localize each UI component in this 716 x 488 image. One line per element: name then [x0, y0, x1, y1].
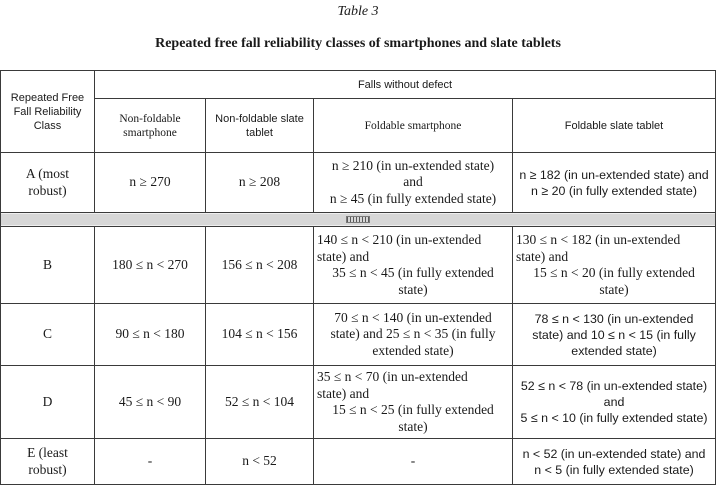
cell-line: state) [599, 281, 629, 297]
cell-line: 45 ≤ n < 90 [118, 393, 182, 409]
cell-line: - [410, 453, 416, 469]
cell-line: 140 ≤ n < 210 (in un-extended [317, 232, 482, 247]
page-break-strip [1, 213, 716, 227]
cell-foldable-smartphone [314, 304, 513, 366]
cell-line: state) and 25 ≤ n < 35 (in fully [330, 326, 496, 342]
cell-line: state) and 10 ≤ n < 15 (in fully [532, 327, 696, 342]
cell-line: D [42, 393, 53, 409]
cell-line: robust) [28, 461, 67, 477]
cell-non-foldable-slate-tablet [206, 304, 314, 366]
cell-line: state) and [516, 248, 569, 264]
cell-line: 15 ≤ n < 25 (in fully extended [332, 402, 494, 417]
table-row-class-a [1, 153, 716, 213]
cell-line: E (least [27, 445, 68, 460]
cell-reliability-class [1, 366, 95, 439]
cell-foldable-smartphone [314, 227, 513, 304]
table-row-class-d [1, 366, 716, 439]
cell-line: state) [398, 418, 428, 434]
cell-foldable-slate-tablet [513, 304, 716, 366]
page-break-marker-icon [346, 216, 370, 223]
cell-line: n ≥ 20 (in fully extended state) [531, 183, 697, 198]
header-line: Non-foldable slate [215, 112, 304, 125]
cell-foldable-slate-tablet [513, 366, 716, 439]
cell-line: 180 ≤ n < 270 [112, 256, 188, 272]
header-foldable-smartphone [314, 99, 513, 153]
cell-reliability-class [1, 439, 95, 485]
cell-line: 52 ≤ n < 104 [224, 393, 295, 409]
cell-line: 130 ≤ n < 182 (in un-extended [516, 232, 681, 247]
table-row-class-e [1, 439, 716, 485]
cell-foldable-smartphone [314, 439, 513, 485]
cell-foldable-slate-tablet [513, 439, 716, 485]
cell-line: 156 ≤ n < 208 [221, 256, 298, 272]
cell-line: A (most [25, 166, 70, 181]
cell-line: n < 52 [242, 453, 277, 469]
cell-line: n ≥ 182 (in un-extended state) and [519, 167, 709, 182]
cell-line: 70 ≤ n < 140 (in un-extended [334, 309, 492, 325]
table-title: Repeated free fall reliability classes of smartphones and slate tablets [155, 36, 561, 51]
cell-line: n ≥ 270 [129, 174, 171, 190]
cell-foldable-slate-tablet [513, 227, 716, 304]
page-break-row [1, 213, 716, 227]
cell-foldable-smartphone [314, 366, 513, 439]
table-number: Table 3 [337, 4, 379, 19]
header-falls-without-defect: Falls without defect [95, 71, 716, 99]
header-row-columns [1, 99, 716, 153]
cell-non-foldable-smartphone [95, 439, 206, 485]
cell-line: state) and [317, 385, 370, 401]
header-line: smartphone [123, 126, 177, 139]
cell-line: and [403, 174, 423, 190]
cell-line: 35 ≤ n < 45 (in fully extended [332, 265, 494, 280]
cell-line: 15 ≤ n < 20 (in fully extended [533, 265, 695, 280]
cell-line: 104 ≤ n < 156 [221, 326, 298, 342]
table-row-class-c [1, 304, 716, 366]
cell-non-foldable-slate-tablet [206, 439, 314, 485]
cell-line: C [42, 326, 52, 342]
cell-foldable-slate-tablet [513, 153, 716, 213]
cell-line: n < 52 (in un-extended state) and [522, 446, 706, 461]
cell-line: extended state) [372, 342, 454, 358]
cell-non-foldable-slate-tablet [206, 366, 314, 439]
cell-line: n ≥ 210 (in un-extended state) [331, 157, 495, 173]
cell-line: 35 ≤ n < 70 (in un-extended [317, 369, 468, 384]
cell-foldable-smartphone [314, 153, 513, 213]
cell-line: robust) [28, 182, 67, 198]
cell-non-foldable-smartphone [95, 153, 206, 213]
cell-line: 78 ≤ n < 130 (in un-extended [534, 311, 694, 326]
cell-line: and [603, 395, 625, 409]
reliability-class-table [0, 70, 716, 485]
header-line: Class [33, 119, 62, 132]
cell-line: n ≥ 208 [238, 174, 281, 190]
cell-line: 90 ≤ n < 180 [115, 326, 185, 342]
header-row-group [1, 71, 716, 99]
cell-non-foldable-smartphone [95, 366, 206, 439]
header-reliability-class [1, 71, 95, 153]
header-non-foldable-smartphone [95, 99, 206, 153]
cell-line: extended state) [571, 343, 657, 358]
header-foldable-slate-tablet [513, 99, 716, 153]
header-line: Foldable slate tablet [564, 119, 664, 132]
cell-non-foldable-slate-tablet [206, 153, 314, 213]
header-line: Non-foldable [119, 112, 181, 125]
cell-reliability-class [1, 304, 95, 366]
cell-line: 5 ≤ n < 10 (in fully extended state) [520, 411, 708, 425]
header-non-foldable-slate-tablet [206, 99, 314, 153]
header-line: Foldable smartphone [364, 119, 462, 132]
cell-non-foldable-slate-tablet [206, 227, 314, 304]
cell-line: state) and [317, 248, 370, 264]
cell-line: 52 ≤ n < 78 (in un-extended state) [520, 379, 708, 393]
cell-line: B [42, 256, 52, 272]
cell-non-foldable-smartphone [95, 227, 206, 304]
cell-line: n ≥ 45 (in fully extended state) [329, 190, 497, 206]
header-line: Fall Reliability [13, 105, 82, 118]
header-line: Repeated Free [10, 91, 85, 104]
cell-reliability-class [1, 227, 95, 304]
table-row-class-b [1, 227, 716, 304]
cell-line: state) [398, 281, 428, 297]
header-line: tablet [246, 126, 273, 139]
cell-non-foldable-smartphone [95, 304, 206, 366]
cell-line: n < 5 (in fully extended state) [534, 462, 694, 477]
cell-reliability-class [1, 153, 95, 213]
cell-line: - [147, 453, 153, 469]
